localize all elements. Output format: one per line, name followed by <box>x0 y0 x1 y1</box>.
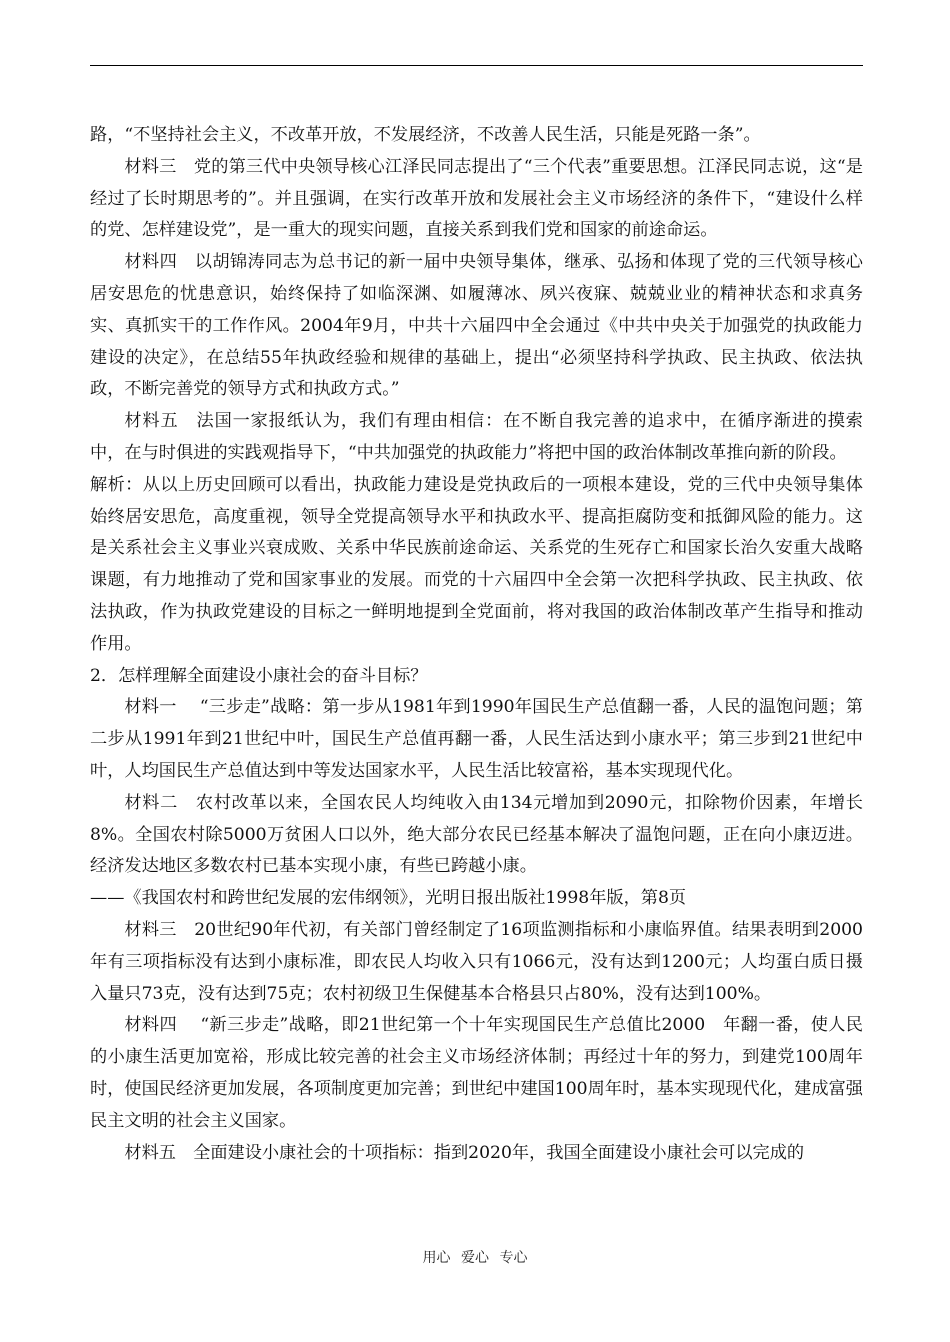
paragraph-analysis: 解析：从以上历史回顾可以看出，执政能力建设是党执政后的一项根本建设，党的三代中央领导集体始终居安思危，高度重视，领导全党提高领导水平和执政水平、提高拒腐防变和抵御风险的能力。这是关系社会主义事业兴衰成败、关系中华民族前途命运、关系党的生死存亡和国家长治久安重大战略课题，有力地推动了党和国家事业的发展。而党的十六届四中全会第一次把科学执政、民主执政、依法执政，作为执政党建设的目标之一鲜明地提到全党面前，将对我国的政治体制改革产生指导和推动作用。 <box>90 474 863 654</box>
paragraph-material-5b: 材料五 全面建设小康社会的十项指标：指到2020年，我国全面建设小康社会可以完成的 <box>124 1142 805 1163</box>
header-rule <box>90 65 863 66</box>
paragraph-material-1: 材料一 “三步走”战略：第一步从1981年到1990年国民生产总值翻一番，人民的温饱问题；第二步从1991年到21世纪中叶，国民生产总值再翻一番，人民生活达到小康水平；第三步到21世纪中叶，人均国民生产总值达到中等发达国家水平，人民生活比较富裕，基本实现现代化。 <box>90 697 863 781</box>
page-footer: 用心 爱心 专心 <box>422 1250 528 1266</box>
paragraph-material-3b: 材料三 20世纪90年代初，有关部门曾经制定了16项监测指标和小康临界值。结果表明到2000年有三项指标没有达到小康标准，即农民人均收入只有1066元，没有达到1200元；人均蛋白质日摄入量只73克，没有达到75克；农村初级卫生保健基本合格县只占80%，没有达到100%。 <box>90 919 863 1004</box>
question-heading: 2．怎样理解全面建设小康社会的奋斗目标？ <box>90 665 428 686</box>
document-body <box>90 120 863 1169</box>
paragraph-material-5: 材料五 法国一家报纸认为，我们有理由相信：在不断自我完善的追求中，在循序渐进的摸索中，在与时俱进的实践观指导下，“中共加强党的执政能力”将把中国的政治体制改革推向新的阶段。 <box>90 411 863 463</box>
paragraph-continuation: 路，“不坚持社会主义，不改革开放，不发展经济，不改善人民生活，只能是死路一条”。 <box>90 125 761 145</box>
paragraph-material-4: 材料四 以胡锦涛同志为总书记的新一届中央领导集体，继承、弘扬和体现了党的三代领导核心居安思危的忧患意识，始终保持了如临深渊、如履薄冰、夙兴夜寐、兢兢业业的精神状态和求真务实、真抓实干的工作作风。2004年9月，中共十六届四中全会通过《中共中央关于加强党的执政能力建设的决定》，在总结55年执政经验和规律的基础上，提出“必须坚持科学执政、民主执政、依法执政，不断完善党的领导方式和执政方式。” <box>90 252 863 400</box>
paragraph-material-2: 材料二 农村改革以来，全国农民人均纯收入由134元增加到2090元，扣除物价因素，年增长8%。全国农村除5000万贫困人口以外，绝大部分农民已经基本解决了温饱问题，正在向小康迈进。经济发达地区多数农村已基本实现小康，有些已跨越小康。 <box>90 792 863 877</box>
paragraph-material-3: 材料三 党的第三代中央领导核心江泽民同志提出了“三个代表”重要思想。江泽民同志说，这“是经过了长时期思考的”。并且强调，在实行改革开放和发展社会主义市场经济的条件下，“建设什么样的党、怎样建设党”，是一重大的现实问题，直接关系到我们党和国家的前途命运。 <box>90 156 863 241</box>
paragraph-material-4b: 材料四 “新三步走”战略，即21世纪第一个十年实现国民生产总值比2000 年翻一番，使人民的小康生活更加宽裕，形成比较完善的社会主义市场经济体制；再经过十年的努力，到建党100周年时，使国民经济更加发展，各项制度更加完善；到世纪中建国100周年时，基本实现现代化，建成富强民主文明的社会主义国家。 <box>90 1015 863 1131</box>
source-citation: ——《我国农村和跨世纪发展的宏伟纲领》，光明日报出版社1998年版，第8页 <box>90 888 687 909</box>
